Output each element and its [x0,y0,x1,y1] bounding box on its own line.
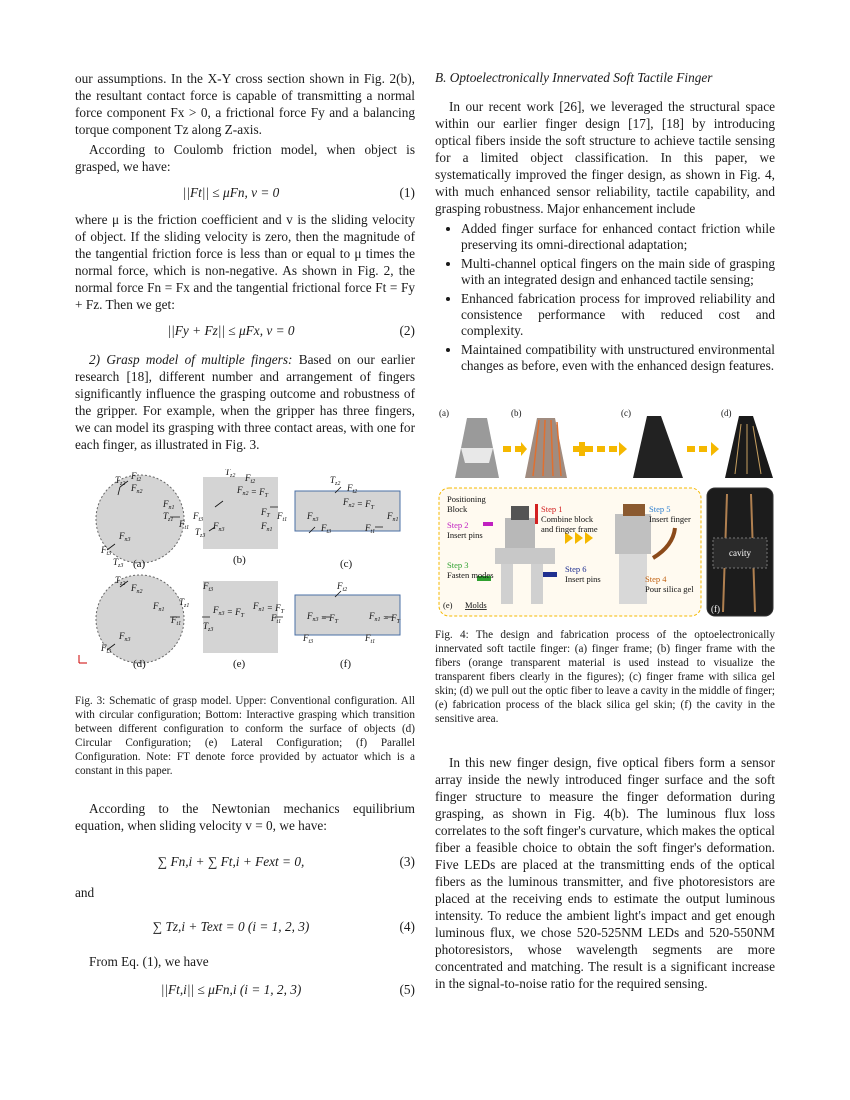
svg-text:Step 3: Step 3 [447,560,469,570]
svg-text:(a): (a) [439,408,449,418]
paragraph: where μ is the friction coefficient and v is the sliding velocity of object. If the sliding velocity is zero, then the magnitude of the tangential friction force is less than or equal to μ times the normal force, which is non-negative. As shown in Fig. 2, the normal force Fn = Fx and the tangential frictional force Ft = Fy + Fz. Then we get: [75,212,415,312]
svg-text:Fn3 = FT: $F_{n3} = F_T$ [307,611,338,625]
svg-text:Fn1: $F_{n1}$ [153,601,165,613]
right-column [435,70,775,992]
svg-text:Ft3: $F_{t3}$ [193,511,204,523]
svg-text:Insert pins: Insert pins [447,530,483,540]
section-heading: B. Optoelectronically Innervated Soft Tactile Finger [435,70,713,85]
svg-text:and finger frame: and finger frame [541,524,598,534]
svg-text:Pour silica gel: Pour silica gel [645,584,694,594]
svg-text:Fn3: $F_{n3}$ [307,511,319,523]
svg-text:Tz1: $T_{z1}$ [163,511,174,523]
svg-text:Fn1: $F_{n1}$ [163,499,175,511]
finger-fabrication-diagram [435,408,775,620]
svg-text:FT: $F_T$ [261,507,270,519]
svg-text:Fn3 = FT: $F_{n3} = F_T$ [213,605,244,619]
svg-text:Fn2: $F_{n2}$ [131,583,143,595]
svg-text:Ft1: $F_{t1}$ [171,615,182,627]
svg-text:Tz2: $T_{z2}$ [115,575,126,587]
svg-text:Tz3: $T_{z3}$ [195,527,206,539]
svg-text:Ft3: $F_{t3}$ [101,545,112,557]
svg-text:(f): (f) [711,604,720,614]
svg-text:Fn1 = FT: $F_{n1} = F_T$ [253,601,284,615]
svg-text:Ft2: $F_{t2}$ [131,471,142,483]
svg-text:Ft1: $F_{t1}$ [365,523,376,535]
figure-3-caption: Fig. 3: Schematic of grasp model. Upper: Conventional configuration. All with circular configuration; Bottom: Interactive grasping which transition between different configuration to conform the surface of objects (d) Circular Configuration; (e) Lateral Configuration; (f) Parallel Configuration. Note: FT denote force provided by actuator which is a constant in this paper. [75,695,415,777]
equation-1: ||Ft|| ≤ μFn, v = 0 (1) [182,185,415,200]
svg-text:Fn2 = FT: $F_{n2} = F_T$ [343,497,374,511]
list-item: • Multi-channel optical fingers on the main side of grasping with an integrated design and enhanced tactile sensing; [461,256,775,288]
list-item: • Enhanced fabrication process for improved reliability and consistence performance with reduced cost and complexity. [461,291,775,339]
svg-text:Step 6: Step 6 [565,564,587,574]
svg-text:Fn3: $F_{n3}$ [119,631,131,643]
figure-4-caption: Fig. 4: The design and fabrication process of the optoelectronically innervated soft tactile finger: (a) finger frame; (b) finger frame with the fibers (orange transparent material is used instead to visualize the transparent fibers clearly in the figures); (c) finger frame with silica gel skin; (d) we pull out the optic fiber to leave a cavity in the middle of finger; (e) fabrication process of the black silica gel skin; (f) the cavity in the sensitive area. [435,629,775,725]
svg-text:Tz3: $T_{z3}$ [113,557,124,569]
svg-text:Tz1: $T_{z1}$ [179,597,190,609]
paragraph: According to Coulomb friction model, when object is grasped, we have: [75,142,415,174]
svg-text:(c): (c) [621,408,631,418]
svg-text:Molds: Molds [465,600,487,610]
svg-text:Tz2: $T_{z2}$ [225,469,236,479]
svg-text:Ft3: $F_{t3}$ [321,523,332,535]
svg-text:Tz2: $T_{z2}$ [115,475,126,487]
paragraph: our assumptions. In the X-Y cross section shown in Fig. 2(b), the resultant contact force is capable of transmitting a normal force component Fx > 0, a frictional force Fy and a balancing torque component Tz along Z-axis. [75,71,415,137]
equation-2: ||Fy + Fz|| ≤ μFx, v = 0 (2) [167,323,415,338]
svg-text:(d): (d) [133,658,146,670]
svg-text:(a): (a) [133,558,146,570]
svg-text:(b): (b) [233,554,246,566]
figure-4 [435,408,775,620]
svg-text:Ft1: $F_{t1}$ [179,519,190,531]
enhancement-list [435,221,775,374]
list-item: • Maintained compatibility with unstructured environmental changes as before, even with the enhanced design features. [461,342,775,374]
svg-text:Ft1: $F_{t1}$ [277,511,288,523]
svg-text:Fn2 = FT: $F_{n2} = F_T$ [237,485,268,499]
svg-text:Step 4: Step 4 [645,574,667,584]
paragraph: According to the Newtonian mechanics equilibrium equation, when sliding velocity v = 0, we have: [75,801,415,833]
svg-text:Tz3: $T_{z3}$ [203,621,214,633]
paragraph: and [75,885,95,900]
svg-text:Ft2: $F_{t2}$ [245,473,256,485]
svg-text:Fn2: $F_{n2}$ [131,483,143,495]
svg-text:Fn3: $F_{n3}$ [213,521,225,533]
svg-text:cavity: cavity [729,548,751,558]
svg-text:Ft3: $F_{t3}$ [203,581,214,593]
svg-text:Fn1 = FT: $F_{n1} = F_T$ [369,611,400,625]
svg-text:Step 1: Step 1 [541,504,563,514]
svg-text:Ft1: $F_{t1}$ [271,613,282,625]
svg-text:Step 5: Step 5 [649,504,671,514]
svg-text:Combine block: Combine block [541,514,594,524]
svg-text:Ft3: $F_{t3}$ [101,643,112,655]
list-item: • Added finger surface for enhanced contact friction while preserving its omni-directional adaptation; [461,221,775,253]
svg-text:(e): (e) [233,658,246,670]
svg-text:(f): (f) [340,658,351,670]
svg-text:Ft2: $F_{t2}$ [337,581,348,593]
svg-text:Ft1: $F_{t1}$ [365,633,376,645]
svg-text:Step 2: Step 2 [447,520,469,530]
equation-4: ∑ Tz,i + Text = 0 (i = 1, 2, 3) (4) [152,919,415,934]
equation-3: ∑ Fn,i + ∑ Ft,i + Fext = 0, (3) [157,854,415,869]
svg-text:Fasten modes: Fasten modes [447,570,494,580]
svg-text:Insert pins: Insert pins [565,574,601,584]
svg-text:(c): (c) [340,558,353,570]
svg-text:Insert finger: Insert finger [649,514,691,524]
svg-text:(e): (e) [443,600,453,610]
svg-text:(b): (b) [511,408,522,418]
paragraph: In this new finger design, five optical fibers form a sensor array inside the newly introduced finger surface and the soft finger structure to measure the finger deformation during grasping, as shown in Fig. 4(b). The luminous flux loss correlates to the soft finger's curvature, which makes the optical fiber a feasible choice to obtain the soft finger's deformation. Five LEDs are placed at the transmitting ends of the optical fibers as the luminous transmitter, and five photoresistors are placed at the receiving ends to estimate the output luminous intensity. To reduce the ambient light's impact and get enough luminous flux, we chose 520-525NM LEDs and 520-550NM photoresistors, whose wavelength segments are more concentrated and matching. The result is a significant increase in the signal-to-noise ratio for the required sensing. [435,755,775,991]
equation-5: ||Ft,i|| ≤ μFn,i (i = 1, 2, 3) (5) [160,982,415,997]
figure-3 [75,469,415,684]
left-column [75,70,415,1004]
paragraph: 2) Grasp model of multiple fingers: Based on our earlier research [18], different number and arrangement of fingers significantly influence the grasping outcome and robustness of the gripper. For example, when the gripper has three fingers, we can model its grasping with three contact areas, with one for each finger, as illustrated in Fig. 3. [75,352,415,452]
svg-text:Ft2: $F_{t2}$ [347,483,358,495]
svg-text:Fn1: $F_{n1}$ [261,521,273,533]
svg-text:Fn3: $F_{n3}$ [119,531,131,543]
paragraph: In our recent work [26], we leveraged the structural space within our earlier finger design [17], [18] by introducing optical fibers inside the soft structure to achieve tactile sensing for a limited object classification. In this paper, we systematically improved the finger design, as shown in Fig. 4, with much enhanced sensor reliability, tactile capability, and grasping robustness. Major enhancement include [435,99,775,216]
svg-text:Positioning: Positioning [447,494,486,504]
grasp-model-diagram [75,469,415,684]
svg-text:Ft3: $F_{t3}$ [303,633,314,645]
svg-text:Fn1: $F_{n1}$ [387,511,399,523]
svg-text:Tz2: $T_{z2}$ [330,475,341,487]
svg-text:Block: Block [447,504,468,514]
svg-text:(d): (d) [721,408,732,418]
paragraph: From Eq. (1), we have [89,954,209,969]
